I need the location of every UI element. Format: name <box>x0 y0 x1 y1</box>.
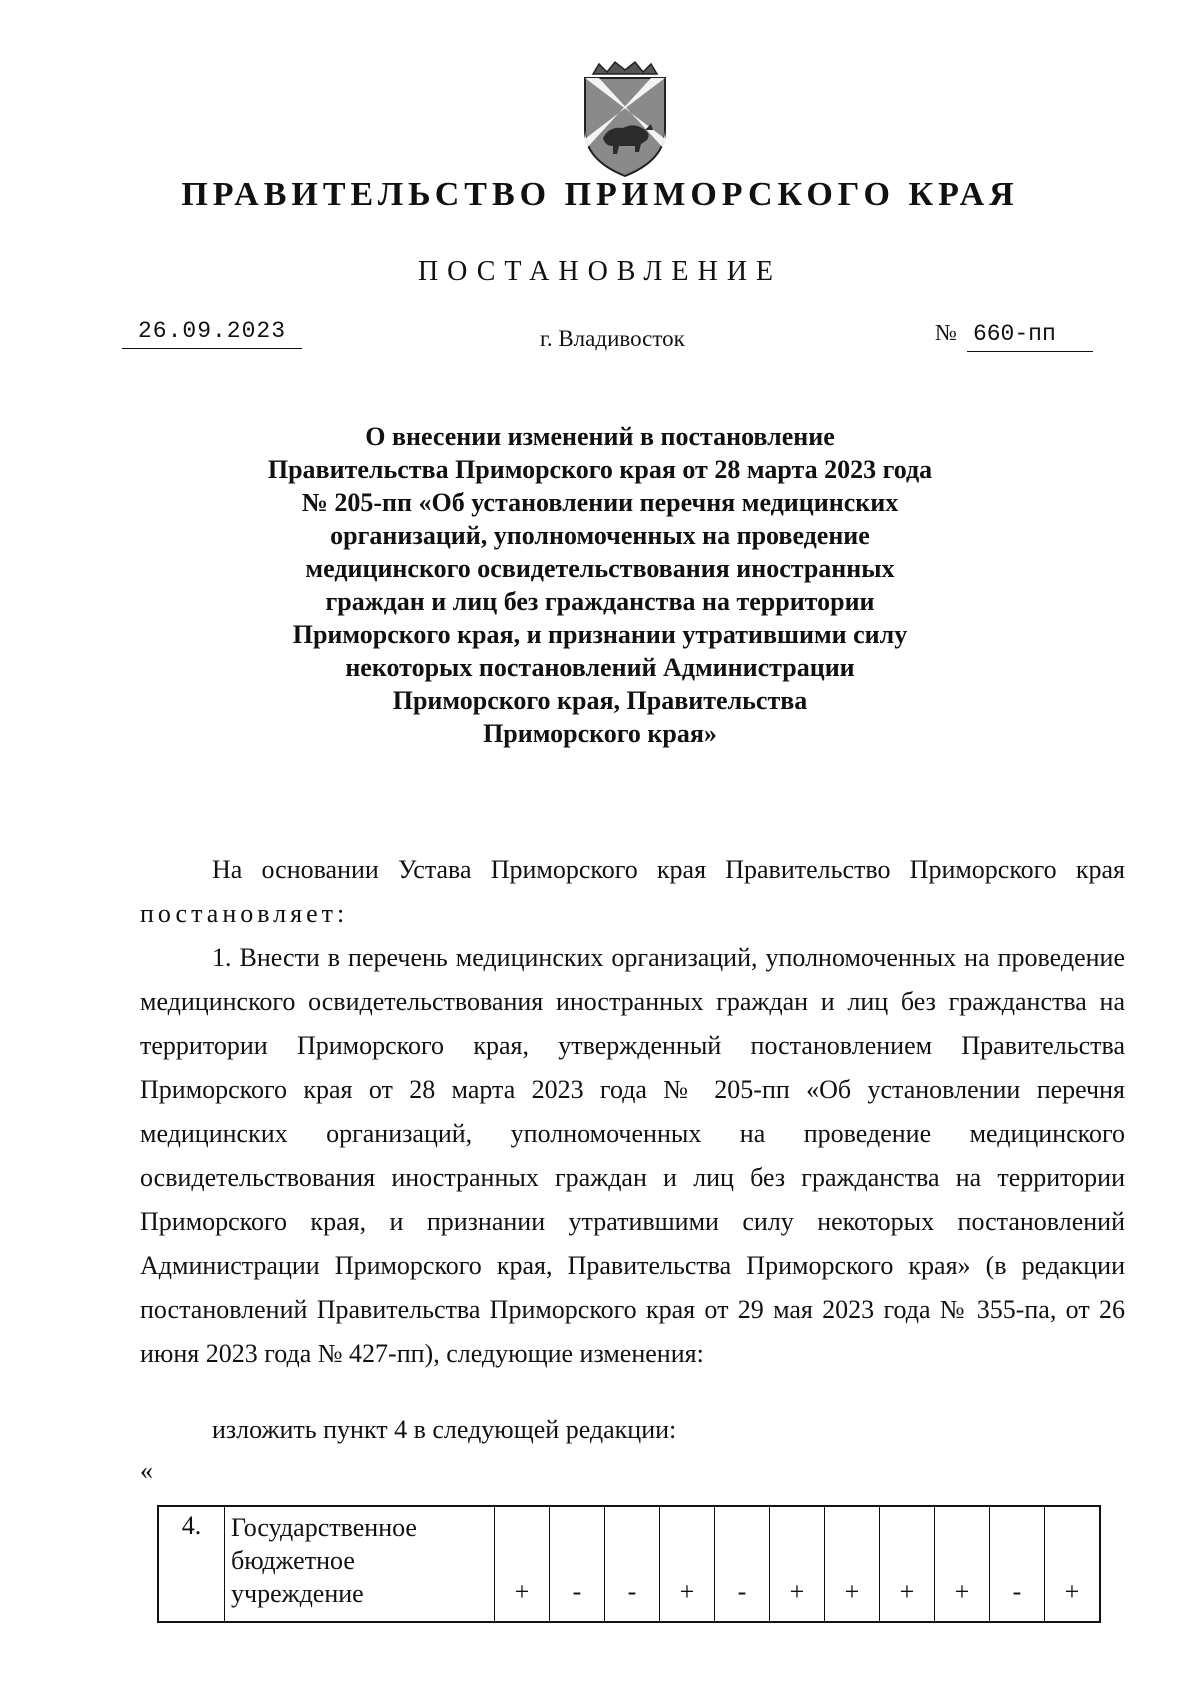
preamble-paragraph: На основании Устава Приморского края Правительство Приморского края <box>212 855 1125 884</box>
mark-cell: - <box>605 1506 660 1622</box>
mark-cell: - <box>990 1506 1045 1622</box>
mark-cell: + <box>770 1506 825 1622</box>
clause-1-paragraph: 1. Внести в перечень медицинских организаций, уполномоченных на проведение медицинского освидетельствования иностранных граждан и лиц без гражданства на территории Приморского края, утвержденный постановлением Правительства Приморского края от 28 марта 2023 года № 205-пп «Об установлении перечня медицинских организаций, уполномоченных на проведение медицинского освидетельствования иностранных граждан и лиц без гражданства на территории Приморского края, и признании утратившими силу некоторых постановлений Администрации Приморского края, Правительства Приморского края» (в редакции постановлений Правительства Приморского края от 29 мая 2023 года № 355-па, от 26 июня 2023 года № 427-пп), следующие изменения: <box>140 943 1125 1368</box>
title-line: некоторых постановлений Администрации <box>345 653 855 682</box>
title-line: О внесении изменений в постановление <box>365 422 835 451</box>
document-meta <box>0 318 1200 362</box>
title-line: организаций, уполномоченных на проведение <box>330 521 870 550</box>
number-sign: № <box>935 320 957 345</box>
mark-cell: - <box>550 1506 605 1622</box>
document-type: ПОСТАНОВЛЕНИЕ <box>417 256 783 287</box>
mark-cell: + <box>495 1506 550 1622</box>
title-line: Правительства Приморского края от 28 марта 2023 года <box>267 455 933 484</box>
mark-cell: + <box>1045 1506 1101 1622</box>
document-city: г. Владивосток <box>540 326 685 351</box>
title-line: граждан и лиц без гражданства на территории <box>325 587 875 616</box>
mark-cell: + <box>825 1506 880 1622</box>
government-name: ПРАВИТЕЛЬСТВО ПРИМОРСКОГО КРАЯ <box>181 176 1019 213</box>
document-date: 26.09.2023 <box>122 318 302 349</box>
organization-name-line: бюджетное <box>231 1546 355 1575</box>
organization-name-line: Государственное <box>231 1513 417 1542</box>
title-line: Приморского края, Правительства <box>392 686 808 715</box>
title-line: Приморского края, и признании утратившими силу <box>292 620 908 649</box>
amendment-intro: изложить пункт 4 в следующей редакции: <box>212 1415 677 1444</box>
mark-cell: + <box>935 1506 990 1622</box>
table-row <box>158 1506 1100 1622</box>
mark-cell: + <box>660 1506 715 1622</box>
title-line: медицинского освидетельствования иностранных <box>305 554 895 583</box>
title-line: № 205-пп «Об установлении перечня медицинских <box>301 488 899 517</box>
mark-cell: + <box>880 1506 935 1622</box>
title-line: Приморского края» <box>483 719 717 748</box>
organization-name <box>225 1506 495 1622</box>
organization-name-line: учреждение <box>231 1579 364 1608</box>
resolves-word: постановляет: <box>140 899 349 928</box>
mark-cell: - <box>715 1506 770 1622</box>
opening-quote: « <box>140 1456 153 1485</box>
document-number <box>935 320 1093 352</box>
number-value: 660-пп <box>967 321 1093 352</box>
amendment-table <box>157 1505 1101 1623</box>
coat-of-arms-icon <box>575 60 675 180</box>
row-number: 4. <box>158 1506 225 1622</box>
document-title <box>160 420 1040 750</box>
